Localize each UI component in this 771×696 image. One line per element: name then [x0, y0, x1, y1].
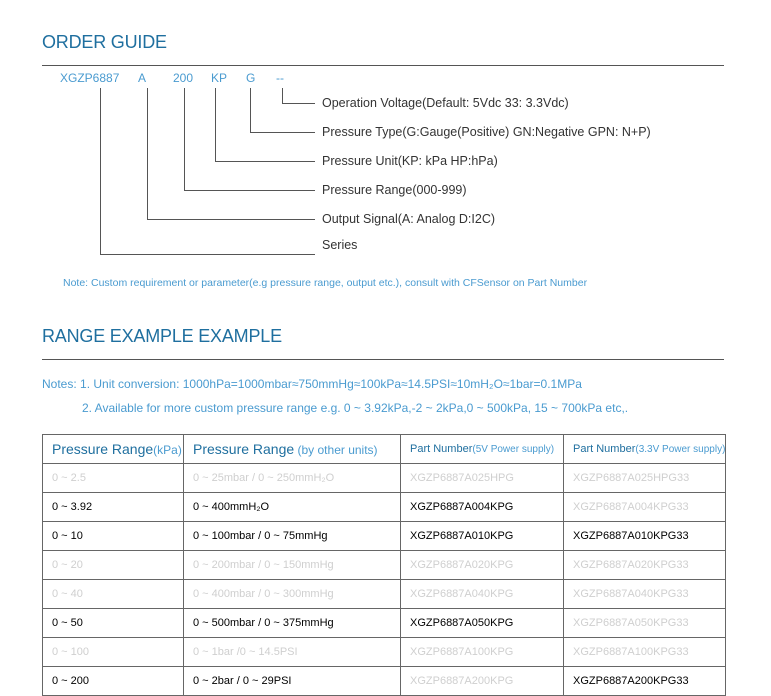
range-note-custom-range: 2. Available for more custom pressure range e.g. 0 ~ 3.92kPa,-2 ~ 2kPa,0 ~ 500kPa, 15 ~ 700kPa etc,.: [82, 401, 629, 415]
connector-range-h: [184, 190, 315, 191]
cell-part-number-33v: XGZP6887A010KPG33: [564, 522, 726, 551]
connector-voltage-v: [282, 88, 283, 103]
cell-part-number-5v: XGZP6887A025HPG: [401, 464, 564, 493]
cell-part-number-5v: XGZP6887A200KPG: [401, 667, 564, 696]
cell-part-number-5v: XGZP6887A040KPG: [401, 580, 564, 609]
cell-range-kpa: 0 ~ 10: [43, 522, 184, 551]
connector-output-v: [147, 88, 148, 219]
cell-range-other: 0 ~ 1bar /0 ~ 14.5PSI: [184, 638, 401, 667]
table-row: [43, 551, 726, 580]
cell-part-number-33v: XGZP6887A200KPG33: [564, 667, 726, 696]
cell-range-kpa: 0 ~ 40: [43, 580, 184, 609]
header-range-kpa: Pressure Range(kPa): [43, 435, 184, 464]
cell-part-number-33v: XGZP6887A025HPG33: [564, 464, 726, 493]
code-operation-voltage: --: [276, 71, 284, 85]
cell-part-number-33v: XGZP6887A004KPG33: [564, 493, 726, 522]
order-guide-title: ORDER GUIDE: [42, 32, 167, 52]
header-part-number-33v: Part Number(3.3V Power supply): [564, 435, 726, 464]
table-row: [43, 638, 726, 667]
range-example-title: RANGE EXAMPLE EXAMPLE: [42, 326, 282, 346]
table-header-row: [43, 435, 726, 464]
cell-part-number-33v: XGZP6887A020KPG33: [564, 551, 726, 580]
cell-range-other: 0 ~ 2bar / 0 ~ 29PSI: [184, 667, 401, 696]
order-guide-rule: [42, 65, 724, 66]
annotation-pressure-unit: Pressure Unit(KP: kPa HP:hPa): [322, 154, 498, 168]
annotation-pressure-type: Pressure Type(G:Gauge(Positive) GN:Negative GPN: N+P): [322, 125, 651, 139]
header-part-number-5v: Part Number(5V Power supply): [401, 435, 564, 464]
cell-range-other: 0 ~ 400mmH₂O: [184, 493, 401, 522]
order-guide-note: Note: Custom requirement or parameter(e.g pressure range, output etc.), consult with CFSensor on Part Number: [63, 277, 588, 289]
cell-range-kpa: 0 ~ 3.92: [43, 493, 184, 522]
cell-part-number-33v: XGZP6887A040KPG33: [564, 580, 726, 609]
table-row: [43, 667, 726, 696]
table-row: [43, 464, 726, 493]
code-pressure-unit: KP: [211, 71, 228, 85]
table-row: [43, 493, 726, 522]
connector-type-h: [250, 132, 315, 133]
cell-range-kpa: 0 ~ 50: [43, 609, 184, 638]
cell-part-number-33v: XGZP6887A050KPG33: [564, 609, 726, 638]
cell-part-number-5v: XGZP6887A100KPG: [401, 638, 564, 667]
code-pressure-range: 200: [173, 71, 194, 85]
table-row: [43, 522, 726, 551]
connector-voltage-h: [282, 103, 315, 104]
annotation-output-signal: Output Signal(A: Analog D:I2C): [322, 212, 496, 226]
connector-range-v: [184, 88, 185, 190]
range-note-unit-conversion: Notes: 1. Unit conversion: 1000hPa=1000mbar≈750mmHg≈100kPa≈14.5PSI≈10mH₂O≈1bar=0.1MPa: [42, 377, 582, 391]
annotation-pressure-range: Pressure Range(000-999): [322, 183, 467, 197]
connector-type-v: [250, 88, 251, 132]
cell-part-number-5v: XGZP6887A020KPG: [401, 551, 564, 580]
cell-range-other: 0 ~ 200mbar / 0 ~ 150mmHg: [184, 551, 401, 580]
connector-output-h: [147, 219, 315, 220]
code-series: XGZP6887: [60, 71, 120, 85]
cell-range-kpa: 0 ~ 2.5: [43, 464, 184, 493]
code-output-signal: A: [138, 71, 147, 85]
connector-unit-h: [215, 161, 315, 162]
cell-range-kpa: 0 ~ 20: [43, 551, 184, 580]
cell-part-number-5v: XGZP6887A004KPG: [401, 493, 564, 522]
cell-part-number-5v: XGZP6887A050KPG: [401, 609, 564, 638]
annotation-series: Series: [322, 238, 358, 252]
cell-range-other: 0 ~ 100mbar / 0 ~ 75mmHg: [184, 522, 401, 551]
connector-series-h: [100, 254, 315, 255]
table-row: [43, 580, 726, 609]
cell-range-kpa: 0 ~ 100: [43, 638, 184, 667]
connector-unit-v: [215, 88, 216, 161]
annotation-operation-voltage: Operation Voltage(Default: 5Vdc 33: 3.3Vdc): [322, 96, 569, 110]
code-pressure-type: G: [246, 71, 256, 85]
header-range-other: Pressure Range (by other units): [184, 435, 401, 464]
cell-part-number-5v: XGZP6887A010KPG: [401, 522, 564, 551]
range-example-rule: [42, 359, 724, 360]
cell-range-other: 0 ~ 500mbar / 0 ~ 375mmHg: [184, 609, 401, 638]
table-row: [43, 609, 726, 638]
cell-range-other: 0 ~ 400mbar / 0 ~ 300mmHg: [184, 580, 401, 609]
range-table: [42, 434, 726, 696]
cell-range-kpa: 0 ~ 200: [43, 667, 184, 696]
cell-part-number-33v: XGZP6887A100KPG33: [564, 638, 726, 667]
cell-range-other: 0 ~ 25mbar / 0 ~ 250mmH₂O: [184, 464, 401, 493]
connector-series-v: [100, 88, 101, 254]
